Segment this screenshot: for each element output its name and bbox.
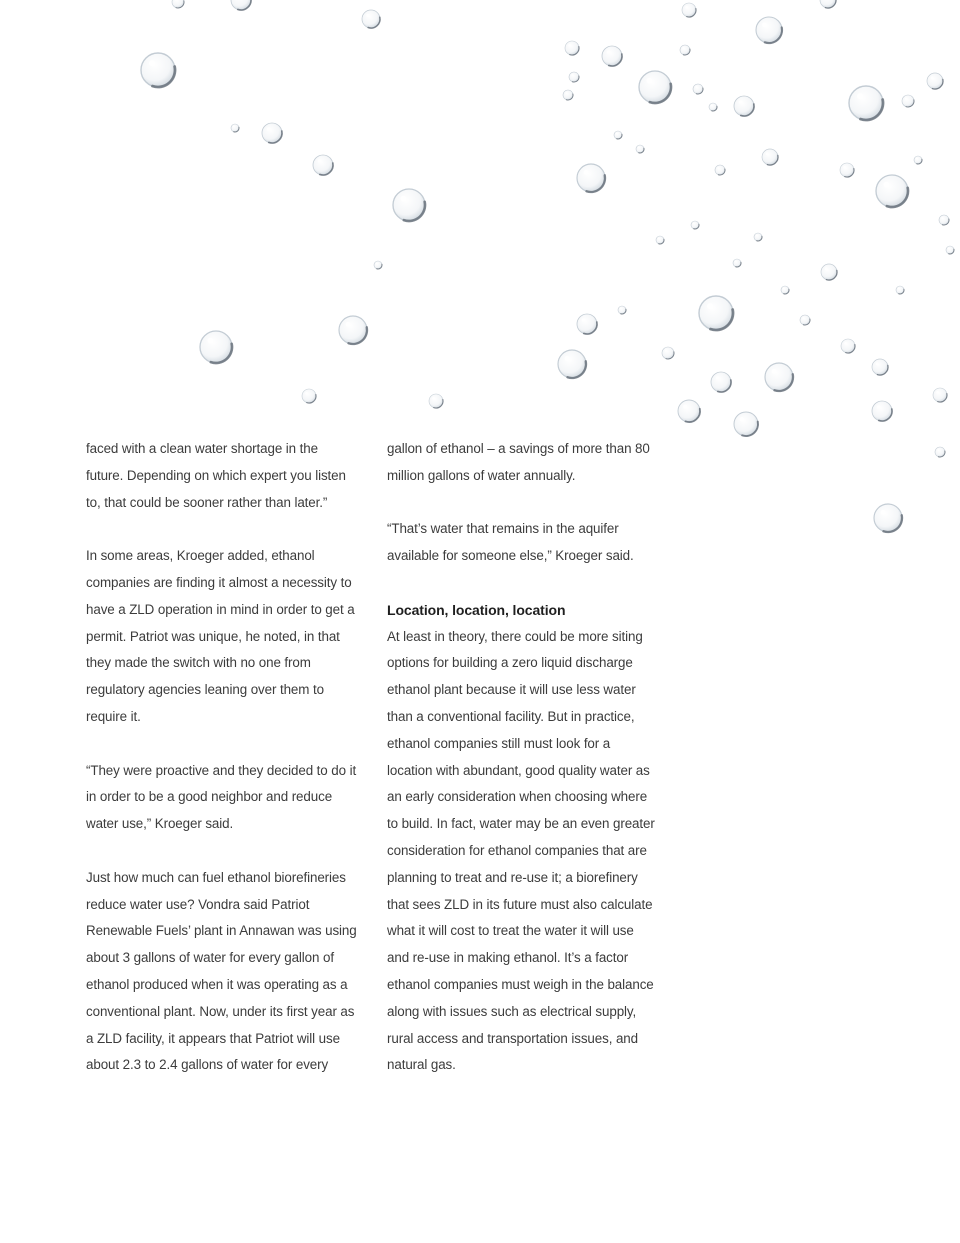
paragraph: Just how much can fuel ethanol biorefineries reduce water use? Vondra said Patriot Renewable Fuels’ plant in Annawan was using about 3 gallons of water for every gallon of ethanol produced when it was operating as a conventional plant. Now, under its first year as a ZLD facility, it appears that Patriot will use about 2.3 to 2.4 gallons of water for every — [86, 869, 357, 1073]
water-droplet — [946, 246, 954, 254]
water-droplet — [662, 347, 674, 359]
water-droplet — [754, 233, 762, 241]
water-droplet — [231, 124, 239, 132]
water-droplet — [849, 86, 883, 120]
water-droplet — [935, 447, 945, 457]
water-droplet — [933, 388, 947, 402]
water-droplet — [691, 221, 699, 229]
water-droplet — [820, 0, 836, 8]
water-droplet — [200, 331, 232, 363]
water-droplet — [374, 261, 382, 269]
water-droplet — [563, 90, 573, 100]
water-droplet — [656, 236, 664, 244]
water-droplet — [262, 123, 282, 143]
water-droplet — [715, 165, 725, 175]
water-droplet — [734, 412, 758, 436]
paragraph: “They were proactive and they decided to do it in order to be a good neighbor and reduce water use,” Kroeger said. — [86, 762, 357, 832]
paragraph: faced with a clean water shortage in the future. Depending on which expert you listen to, that could be sooner rather than later.” — [86, 441, 346, 510]
water-droplet — [872, 359, 888, 375]
water-droplet — [711, 372, 731, 392]
water-droplet — [339, 316, 367, 344]
water-droplet — [569, 72, 579, 82]
water-droplet — [393, 189, 425, 221]
water-droplet — [756, 17, 782, 43]
water-droplet — [762, 149, 778, 165]
water-droplet — [429, 394, 443, 408]
water-droplet — [602, 46, 622, 66]
water-droplet — [939, 215, 949, 225]
water-droplet — [902, 95, 914, 107]
water-droplet — [841, 339, 855, 353]
paragraph: “That’s water that remains in the aquifer available for someone else,” Kroeger said. — [387, 521, 634, 564]
water-droplet — [733, 259, 741, 267]
water-droplet — [313, 155, 333, 175]
water-droplet — [618, 306, 626, 314]
water-droplet — [800, 315, 810, 325]
water-droplet — [231, 0, 251, 10]
water-droplet — [896, 286, 904, 294]
water-droplet — [577, 164, 605, 192]
water-droplet — [821, 264, 837, 280]
water-droplet — [302, 389, 316, 403]
water-droplet — [840, 163, 854, 177]
article-column-right — [387, 436, 659, 1106]
water-droplet — [680, 45, 690, 55]
water-droplet — [636, 145, 644, 153]
water-droplet — [765, 363, 793, 391]
water-droplet — [565, 41, 579, 55]
water-droplet — [682, 3, 696, 17]
section-heading: Location, location, location — [387, 601, 566, 618]
water-droplet — [141, 53, 175, 87]
water-droplet — [577, 314, 597, 334]
paragraph: At least in theory, there could be more siting options for building a zero liquid discharge ethanol plant because it will use less water than a conventional facility. But in practice, ethanol companies still must look for a location with abundant, good quality water as an early consideration when choosing where to build. In fact, water may be an even greater consideration for ethanol companies that are planning to treat and re-use it; a biorefinery that sees ZLD in its future must also calculate what it will cost to treat the water it will use and re-use in making ethanol. It’s a factor ethanol companies must weigh in the balance along with issues such as electrical supply, rural access and transportation issues, and natural gas. — [387, 628, 655, 1073]
article-column-left — [86, 436, 358, 1106]
water-droplet — [876, 175, 908, 207]
water-droplet — [709, 103, 717, 111]
water-droplet — [872, 401, 892, 421]
water-droplet — [914, 156, 922, 164]
water-droplet — [639, 71, 671, 103]
water-droplet — [614, 131, 622, 139]
paragraph: In some areas, Kroeger added, ethanol companies are finding it almost a necessity to have a ZLD operation in mind in order to get a permit. Patriot was unique, he noted, in that they made the switch with no one from regulatory agencies leaning over them to require it. — [86, 548, 355, 724]
water-droplet — [734, 96, 754, 116]
paragraph: gallon of ethanol – a savings of more than 80 million gallons of water annually. — [387, 441, 650, 483]
water-droplet — [172, 0, 184, 8]
water-droplet — [558, 350, 586, 378]
water-droplet — [362, 10, 380, 28]
water-droplet — [927, 73, 943, 89]
water-droplet — [678, 400, 700, 422]
water-droplet — [781, 286, 789, 294]
water-droplet — [699, 296, 733, 330]
water-droplet — [693, 84, 703, 94]
water-droplet — [874, 504, 902, 532]
